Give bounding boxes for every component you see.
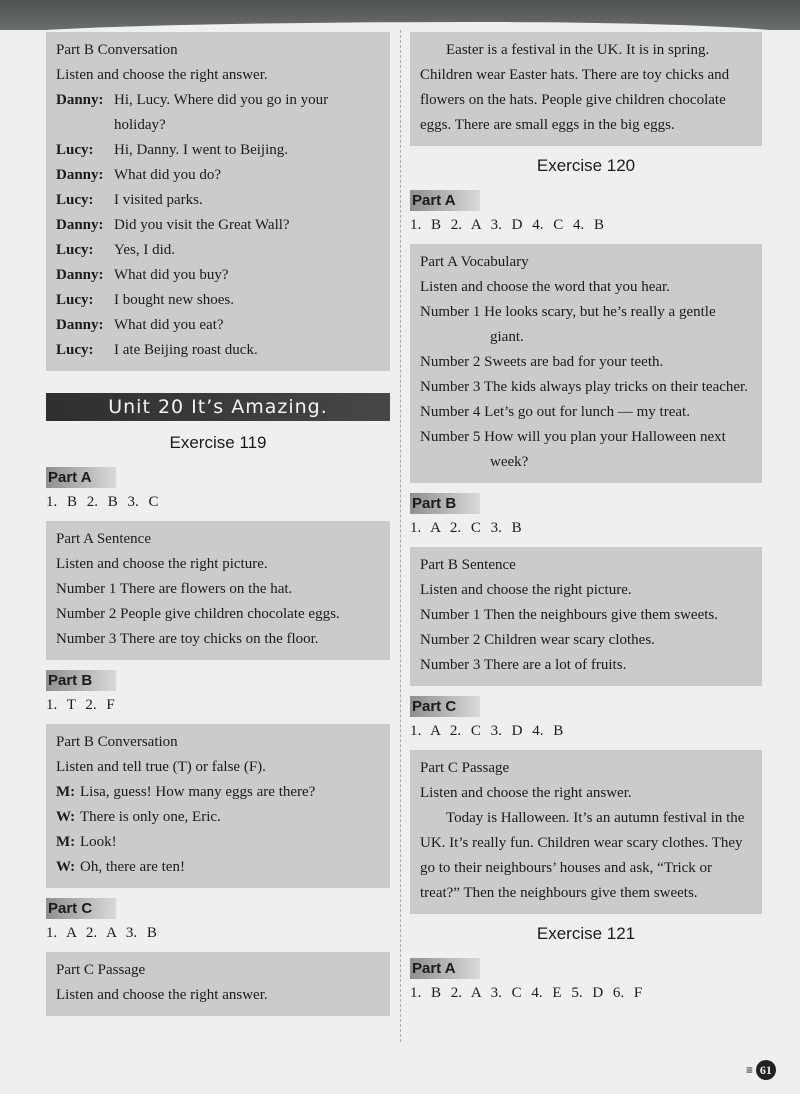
- dialogue-line: [56, 263, 380, 288]
- box-instruction: Listen and choose the word that you hear.: [420, 279, 670, 295]
- answer-line: 1. B 2. A 3. C 4. E 5. D 6. F: [410, 985, 643, 1001]
- part-label: Part A: [46, 467, 116, 488]
- answer-line: 1. A 2. A 3. B: [46, 925, 157, 941]
- list-item: Number 3 There are a lot of fruits.: [420, 657, 627, 673]
- dialogue-text: I visited parks.: [114, 192, 203, 208]
- part-label: Part C: [46, 898, 116, 919]
- dialogue-text: What did you buy?: [114, 267, 229, 283]
- page-tab-icon: ≡: [746, 1062, 753, 1077]
- speaker-label: Danny:: [56, 317, 104, 333]
- speaker-label: Lucy:: [56, 242, 94, 258]
- box-title: Part B Conversation: [56, 42, 178, 58]
- box-instruction: Listen and tell true (T) or false (F).: [56, 759, 266, 775]
- passage-text: Easter is a festival in the UK. It is in spring. Children wear Easter hats. There are toy chicks and flowers on the hats. People give children chocolate eggs. There are small eggs in the big eggs.: [420, 42, 730, 133]
- dialogue-line: [56, 780, 380, 805]
- dialogue-text: There is only one, Eric.: [80, 809, 221, 825]
- speaker-label: Lucy:: [56, 142, 94, 158]
- speaker-label: Danny:: [56, 92, 104, 108]
- conversation-box-1: [46, 32, 390, 371]
- box-title: Part C Passage: [56, 962, 146, 978]
- sentence-box: [46, 521, 390, 660]
- answer-line: 1. B 2. A 3. D 4. C 4. B: [410, 217, 605, 233]
- dialogue-line: [56, 238, 380, 263]
- answer-line: 1. A 2. C 3. D 4. B: [410, 723, 564, 739]
- left-column: [46, 32, 390, 1026]
- speaker-label: Danny:: [56, 217, 104, 233]
- answer-line: 1. T 2. F: [46, 697, 115, 713]
- speaker-label: M:: [56, 784, 76, 800]
- part-label: Part B: [410, 493, 480, 514]
- speaker-label: Danny:: [56, 167, 104, 183]
- dialogue-line: [56, 830, 380, 855]
- exercise-heading: Exercise 121: [536, 924, 636, 943]
- exercise-heading: Exercise 120: [536, 156, 636, 175]
- list-item: Number 1 There are flowers on the hat.: [56, 581, 293, 597]
- passage-box: [410, 750, 762, 914]
- conversation-box-2: [46, 724, 390, 888]
- box-title: Part B Conversation: [56, 734, 178, 750]
- speaker-label: Danny:: [56, 267, 104, 283]
- speaker-label: W:: [56, 859, 76, 875]
- dialogue-line: [56, 213, 380, 238]
- column-divider: [400, 30, 401, 1042]
- page-number: [742, 1060, 780, 1080]
- dialogue-line: [56, 88, 380, 138]
- unit-heading: Unit 20 It’s Amazing.: [46, 393, 390, 421]
- speaker-label: Lucy:: [56, 342, 94, 358]
- part-label: Part B: [46, 670, 116, 691]
- list-item: Number 3 There are toy chicks on the floor.: [56, 631, 319, 647]
- dialogue-line: [56, 288, 380, 313]
- box-title: Part C Passage: [420, 760, 510, 776]
- dialogue-text: Oh, there are ten!: [80, 859, 185, 875]
- box-instruction: Listen and choose the right picture.: [420, 582, 632, 598]
- exercise-heading: Exercise 119: [169, 433, 267, 452]
- sentence-box: [410, 547, 762, 686]
- dialogue-text: What did you eat?: [114, 317, 224, 333]
- part-label: Part C: [410, 696, 480, 717]
- dialogue-line: [56, 138, 380, 163]
- dialogue-text: Did you visit the Great Wall?: [114, 217, 290, 233]
- list-item: Number 1 He looks scary, but he’s really a gentle giant.: [420, 304, 716, 345]
- list-item: Number 3 The kids always play tricks on their teacher.: [420, 379, 748, 395]
- box-instruction: Listen and choose the right answer.: [56, 67, 268, 83]
- speaker-label: M:: [56, 834, 76, 850]
- dialogue-text: Hi, Lucy. Where did you go in your holiday?: [114, 92, 329, 133]
- answer-line: 1. A 2. C 3. B: [410, 520, 522, 536]
- passage-box: [46, 952, 390, 1016]
- dialogue-text: Look!: [80, 834, 117, 850]
- list-item: Number 2 Children wear scary clothes.: [420, 632, 655, 648]
- box-title: Part A Sentence: [56, 531, 151, 547]
- list-item: Number 2 People give children chocolate eggs.: [56, 606, 340, 622]
- dialogue-line: [56, 855, 380, 880]
- vocabulary-box: [410, 244, 762, 483]
- dialogue-line: [56, 338, 380, 363]
- dialogue-text: Lisa, guess! How many eggs are there?: [80, 784, 316, 800]
- dialogue-text: Yes, I did.: [114, 242, 175, 258]
- list-item: Number 4 Let’s go out for lunch — my treat.: [420, 404, 690, 420]
- passage-text: Today is Halloween. It’s an autumn festival in the UK. It’s really fun. Children wear scary clothes. They go to their neighbours’ houses and ask, “Trick or treat?” Then the neighbours give them sweets.: [420, 810, 745, 901]
- dialogue-line: [56, 188, 380, 213]
- right-column: [410, 32, 762, 1012]
- dialogue-lines: [56, 88, 380, 363]
- part-label: Part A: [410, 190, 480, 211]
- box-instruction: Listen and choose the right picture.: [56, 556, 268, 572]
- dialogue-text: I ate Beijing roast duck.: [114, 342, 258, 358]
- box-title: Part A Vocabulary: [420, 254, 529, 270]
- dialogue-lines: [56, 780, 380, 880]
- speaker-label: W:: [56, 809, 76, 825]
- dialogue-text: I bought new shoes.: [114, 292, 234, 308]
- answer-line: 1. B 2. B 3. C: [46, 494, 159, 510]
- top-band: [0, 0, 800, 30]
- dialogue-line: [56, 805, 380, 830]
- dialogue-line: [56, 313, 380, 338]
- box-title: Part B Sentence: [420, 557, 516, 573]
- passage-box: [410, 32, 762, 146]
- part-label: Part A: [410, 958, 480, 979]
- dialogue-text: What did you do?: [114, 167, 222, 183]
- dialogue-text: Hi, Danny. I went to Beijing.: [114, 142, 289, 158]
- page-number-value: 61: [756, 1060, 776, 1080]
- box-instruction: Listen and choose the right answer.: [420, 785, 632, 801]
- list-item: Number 1 Then the neighbours give them sweets.: [420, 607, 718, 623]
- speaker-label: Lucy:: [56, 292, 94, 308]
- box-instruction: Listen and choose the right answer.: [56, 987, 268, 1003]
- list-item: Number 5 How will you plan your Halloween next week?: [420, 429, 726, 470]
- dialogue-line: [56, 163, 380, 188]
- speaker-label: Lucy:: [56, 192, 94, 208]
- list-item: Number 2 Sweets are bad for your teeth.: [420, 354, 664, 370]
